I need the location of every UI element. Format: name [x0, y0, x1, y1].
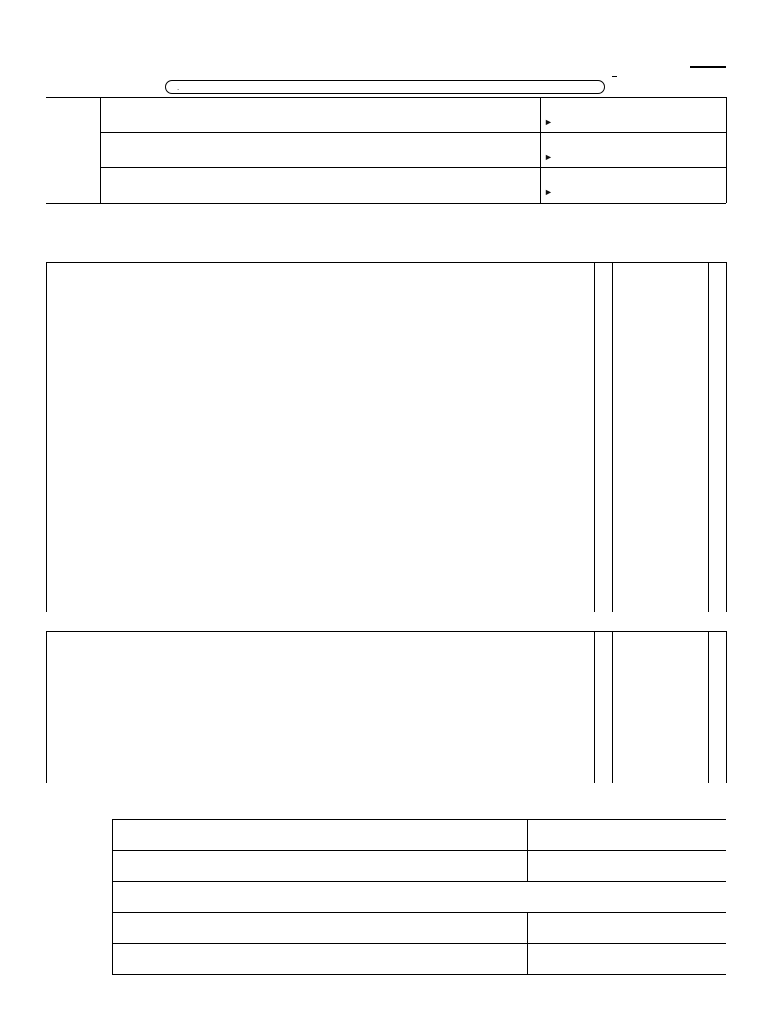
taxpayer-name-field[interactable] [103, 108, 538, 130]
date-received-arrow-icon: ► [544, 187, 553, 197]
reg-number-arrow-icon[interactable]: ► [544, 117, 553, 127]
file-pay-banner: . [165, 80, 605, 94]
city-state-zip-field[interactable] [103, 179, 538, 201]
year-blank[interactable] [690, 66, 726, 68]
email-field[interactable] [114, 893, 714, 910]
declaration [46, 785, 730, 806]
address-field[interactable] [103, 144, 538, 165]
myconnect-logo [612, 76, 617, 77]
officer-signature-field[interactable] [114, 831, 524, 848]
fein-arrow-icon[interactable]: ► [544, 152, 553, 162]
